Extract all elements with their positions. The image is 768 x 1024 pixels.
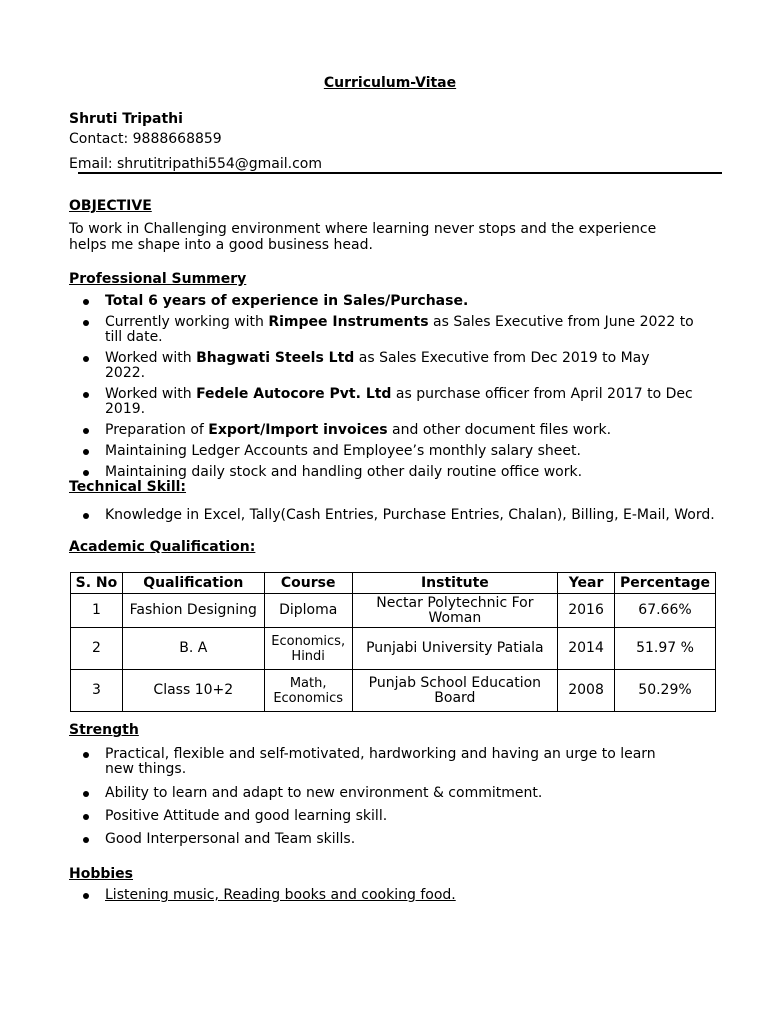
bullet-icon (83, 449, 89, 455)
table-cell: Fashion Designing (122, 594, 264, 628)
table-header-row (71, 573, 716, 594)
column-header: S. No (71, 573, 123, 594)
bullet-icon (83, 513, 89, 519)
bullet-icon (83, 893, 89, 899)
summary-heading: Professional Summery (69, 271, 247, 287)
strength-heading: Strength (69, 722, 139, 738)
list-item: Preparation of Export/Import invoices and other document files work. (69, 423, 694, 438)
header-divider (78, 172, 722, 174)
summary-list (69, 294, 694, 486)
table-row (71, 628, 716, 670)
column-header: Qualification (122, 573, 264, 594)
list-item: Maintaining daily stock and handling other daily routine office work. (69, 465, 694, 480)
list-item: Total 6 years of experience in Sales/Purchase. (69, 294, 694, 309)
bullet-icon (83, 356, 89, 362)
objective-text: To work in Challenging environment where learning never stops and the experience helps me shape into a good business head. (69, 221, 657, 253)
table-cell: 2016 (558, 594, 615, 628)
bullet-icon (83, 299, 89, 305)
bullet-icon (83, 791, 89, 797)
academic-table (70, 572, 716, 712)
bullet-icon (83, 814, 89, 820)
list-item: Listening music, Reading books and cooking food. (69, 888, 729, 903)
bullet-icon (83, 392, 89, 398)
column-header: Course (264, 573, 352, 594)
bullet-icon (83, 837, 89, 843)
list-item: Positive Attitude and good learning skill. (69, 809, 689, 824)
table-cell: 2014 (558, 628, 615, 670)
table-cell: B. A (122, 628, 264, 670)
hobbies-list (69, 888, 729, 903)
contact-line: Contact: 9888668859 (69, 131, 222, 147)
list-item: Ability to learn and adapt to new environment & commitment. (69, 786, 689, 801)
document-title: Curriculum-Vitae (323, 75, 457, 91)
table-cell: 1 (71, 594, 123, 628)
list-item: Practical, flexible and self-motivated, hardworking and having an urge to learn new things. (69, 747, 689, 777)
table-cell: Math, Economics (264, 670, 352, 712)
technical-list (69, 508, 729, 523)
table-cell: Nectar Polytechnic For Woman (352, 594, 557, 628)
table-cell: Diploma (264, 594, 352, 628)
list-item: Knowledge in Excel, Tally(Cash Entries, Purchase Entries, Chalan), Billing, E-Mail, Word. (69, 508, 729, 523)
hobbies-heading: Hobbies (69, 866, 134, 882)
column-header: Year (558, 573, 615, 594)
bullet-icon (83, 470, 89, 476)
table-row (71, 670, 716, 712)
table-cell: 3 (71, 670, 123, 712)
bullet-icon (83, 428, 89, 434)
list-item: Worked with Fedele Autocore Pvt. Ltd as purchase officer from April 2017 to Dec 2019. (69, 387, 694, 417)
candidate-name: Shruti Tripathi (69, 111, 183, 127)
email-line: Email: shrutitripathi554@gmail.com (69, 156, 322, 172)
column-header: Percentage (615, 573, 716, 594)
table-cell: Economics, Hindi (264, 628, 352, 670)
table-cell: 2 (71, 628, 123, 670)
list-item: Currently working with Rimpee Instruments as Sales Executive from June 2022 to till date. (69, 315, 694, 345)
list-item: Worked with Bhagwati Steels Ltd as Sales Executive from Dec 2019 to May 2022. (69, 351, 694, 381)
academic-heading: Academic Qualification: (69, 539, 256, 555)
table-row (71, 594, 716, 628)
table-cell: 50.29% (615, 670, 716, 712)
list-item: Good Interpersonal and Team skills. (69, 832, 689, 847)
objective-heading: OBJECTIVE (69, 198, 152, 214)
table-cell: 67.66% (615, 594, 716, 628)
table-cell: Class 10+2 (122, 670, 264, 712)
table-cell: Punjabi University Patiala (352, 628, 557, 670)
table-cell: Punjab School Education Board (352, 670, 557, 712)
strength-list (69, 747, 689, 853)
column-header: Institute (352, 573, 557, 594)
technical-heading: Technical Skill: (69, 479, 187, 495)
bullet-icon (83, 320, 89, 326)
list-item: Maintaining Ledger Accounts and Employee’s monthly salary sheet. (69, 444, 694, 459)
bullet-icon (83, 752, 89, 758)
table-cell: 2008 (558, 670, 615, 712)
table-cell: 51.97 % (615, 628, 716, 670)
